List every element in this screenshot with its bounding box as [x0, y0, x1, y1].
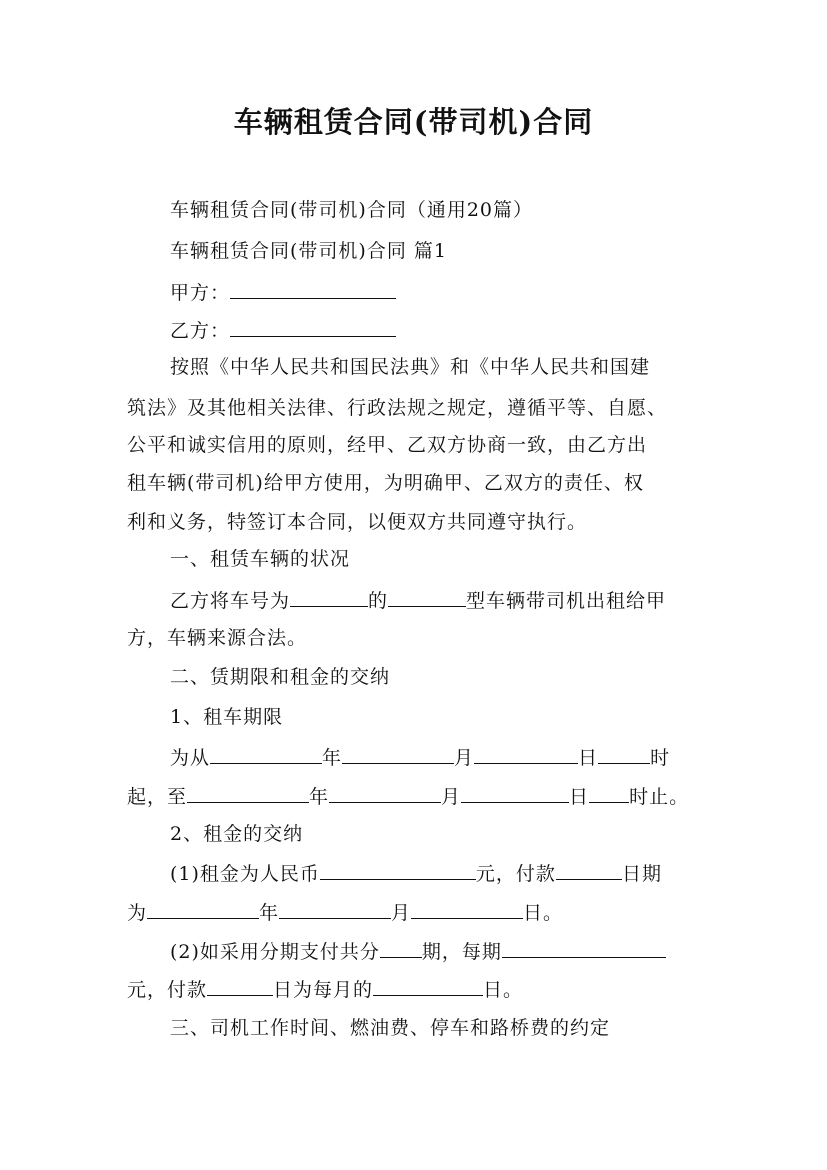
period-line: 为从 年 月 日 时	[170, 747, 671, 769]
body-paragraph-line: 公平和诚实信用的原则，经甲、乙双方协商一致，由乙方出	[127, 434, 648, 456]
start-hour-blank	[598, 745, 650, 764]
vehicle-line: 方，车辆来源合法。	[127, 627, 308, 649]
sub-heading: 2、租金的交纳	[170, 823, 304, 845]
installment-line: 元，付款 日为每月的 日。	[127, 979, 524, 1001]
rent-line: 为 年 月 日。	[127, 902, 564, 924]
end-day-blank	[461, 784, 569, 803]
payment-blank	[556, 861, 622, 880]
subtitle-line: 车辆租赁合同(带司机)合同（通用20篇）	[170, 199, 534, 221]
party-b-blank	[230, 318, 396, 337]
body-paragraph-line: 按照《中华人民共和国民法典》和《中华人民共和国建	[170, 356, 651, 378]
rent-amount-blank	[320, 861, 476, 880]
document-title: 车辆租赁合同(带司机)合同	[233, 105, 594, 139]
section-heading: 二、赁期限和租金的交纳	[170, 666, 391, 688]
installment-line: (2)如采用分期支付共分 期，每期	[170, 939, 750, 964]
end-month-blank	[329, 784, 441, 803]
start-day-blank	[474, 745, 578, 764]
end-hour-blank	[589, 784, 629, 803]
pay-day-blank	[411, 900, 523, 919]
period-line: 起，至 年 月 日 时止。	[127, 786, 690, 808]
pay-month-blank	[279, 900, 391, 919]
installment-payment-blank	[207, 977, 273, 996]
installment-count-blank	[380, 939, 422, 958]
section-heading-1: 车辆租赁合同(带司机)合同 篇1	[170, 240, 447, 262]
section-heading: 三、司机工作时间、燃油费、停车和路桥费的约定	[170, 1017, 611, 1039]
pay-year-blank	[147, 900, 259, 919]
party-a-blank	[230, 280, 396, 299]
installment-amount-blank	[502, 939, 666, 958]
sub-heading: 1、租车期限	[170, 706, 284, 728]
vehicle-line: 乙方将车号为 的 型车辆带司机出租给甲	[170, 590, 667, 612]
start-month-blank	[342, 745, 454, 764]
end-year-blank	[187, 784, 309, 803]
party-a-line: 甲方：	[170, 280, 750, 305]
plate-number-blank	[290, 588, 368, 607]
start-year-blank	[210, 745, 322, 764]
body-paragraph-line: 租车辆(带司机)给甲方使用，为明确甲、乙双方的责任、权	[127, 472, 644, 494]
vehicle-model-blank	[388, 588, 466, 607]
rent-line: (1)租金为人民币 元，付款 日期	[170, 863, 662, 885]
monthly-day-blank	[373, 977, 483, 996]
section-heading: 一、租赁车辆的状况	[170, 548, 351, 570]
body-paragraph-line: 利和义务，特签订本合同，以便双方共同遵守执行。	[127, 511, 588, 533]
body-paragraph-line: 筑法》及其他相关法律、行政法规之规定，遵循平等、自愿、	[127, 397, 668, 419]
party-b-line: 乙方：	[170, 318, 750, 343]
